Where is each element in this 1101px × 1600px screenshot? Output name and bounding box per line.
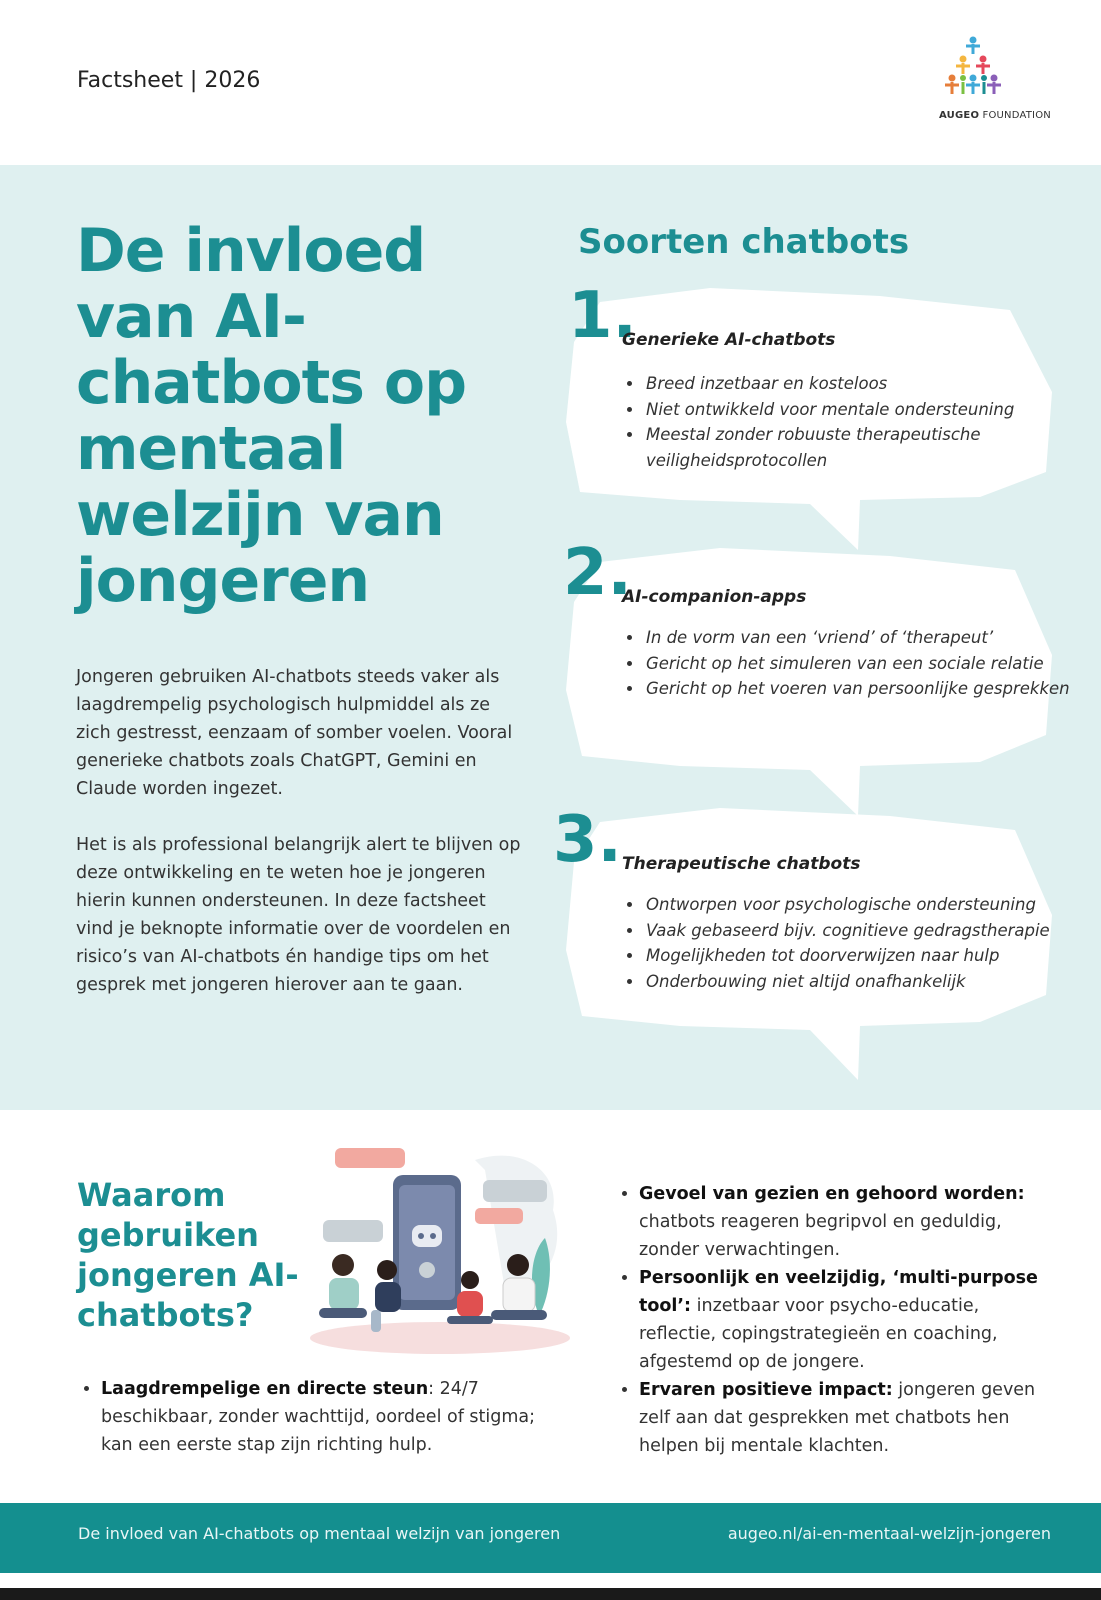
list-item: • Laagdrempelige en directe steun: 24/7 beschikbaar, zonder wachttijd, oordeel of stigma; kan een eerste stap zijn richting hulp. — [101, 1375, 547, 1459]
intro-paragraph: Het is als professional belangrijk alert te blijven op deze ontwikkeling en te weten hoe je jongeren hierin kunnen ondersteunen. In deze factsheet vind je beknopte informatie over de voordelen en risico’s van AI-chatbots én handige tips om het gesprek met jongeren hierover aan te gaan. — [76, 835, 521, 995]
list-item: • Niet ontwikkeld voor mentale ondersteuning — [644, 397, 1064, 423]
type-number: 2. — [563, 536, 632, 610]
list-item: • Ervaren positieve impact: jongeren geven zelf aan dat gesprekken met chatbots hen helpen bij mentale klachten. — [639, 1376, 1055, 1460]
augeo-logo — [930, 32, 1060, 127]
list-item: • Vaak gebaseerd bijv. cognitieve gedragstherapie — [644, 918, 1084, 944]
reasons-list-right — [615, 1180, 1055, 1460]
list-item: • Ontworpen voor psychologische ondersteuning — [644, 892, 1084, 918]
type-heading: AI-companion-apps — [622, 587, 807, 607]
type-bullets — [622, 892, 1084, 994]
list-item: • Gericht op het voeren van persoonlijke gesprekken — [644, 676, 1074, 702]
list-item: • Meestal zonder robuuste therapeutische veiligheidsprotocollen — [644, 422, 1064, 473]
type-bullets — [622, 371, 1064, 473]
list-item: • Persoonlijk en veelzijdig, ‘multi-purpose tool’: inzetbaar voor psycho-educatie, reflectie, copingstrategieën en coaching, afgestemd op de jongere. — [639, 1264, 1055, 1376]
list-item: • Mogelijkheden tot doorverwijzen naar hulp — [644, 943, 1084, 969]
footer-title: De invloed van AI-chatbots op mentaal welzijn van jongeren — [78, 1524, 561, 1543]
logo-wordmark: AUGEO FOUNDATION — [939, 110, 1051, 121]
factsheet-label: Factsheet | 2026 — [77, 68, 261, 93]
type-heading: Therapeutische chatbots — [622, 854, 861, 874]
list-item: • In de vorm van een ‘vriend’ of ‘therapeut’ — [644, 625, 1074, 651]
type-number: 3. — [553, 803, 622, 877]
list-item: • Onderbouwing niet altijd onafhankelijk — [644, 969, 1084, 995]
list-item: • Gevoel van gezien en gehoord worden: chatbots reageren begripvol en geduldig, zonder verwachtingen. — [639, 1180, 1055, 1264]
chatbot-types-heading: Soorten chatbots — [578, 222, 910, 262]
reasons-list-left — [77, 1375, 547, 1459]
list-item: • Gericht op het simuleren van een sociale relatie — [644, 651, 1074, 677]
bottom-edge — [0, 1588, 1101, 1600]
intro-paragraph: Jongeren gebruiken AI-chatbots steeds vaker als laagdrempelig psychologisch hulpmiddel als ze zich gestresst, eenzaam of somber voelen. Vooral generieke chatbots zoals ChatGPT, Gemini en Claude worden ingezet. — [76, 667, 513, 799]
intro-text — [76, 663, 526, 1027]
list-item: • Breed inzetbaar en kosteloos — [644, 371, 1064, 397]
type-bullets — [622, 625, 1074, 702]
young-people-chatbot-illustration — [305, 1140, 575, 1355]
type-heading: Generieke AI-chatbots — [622, 330, 836, 350]
footer-url-link[interactable]: augeo.nl/ai-en-mentaal-welzijn-jongeren — [727, 1524, 1051, 1543]
type-number: 1. — [568, 279, 637, 353]
page-title: De invloed van AI-chatbots op mentaal welzijn van jongeren — [76, 216, 467, 616]
why-heading: Waarom gebruiken jongeren AI-chatbots? — [77, 1176, 299, 1334]
people-pyramid-icon — [930, 32, 1060, 110]
